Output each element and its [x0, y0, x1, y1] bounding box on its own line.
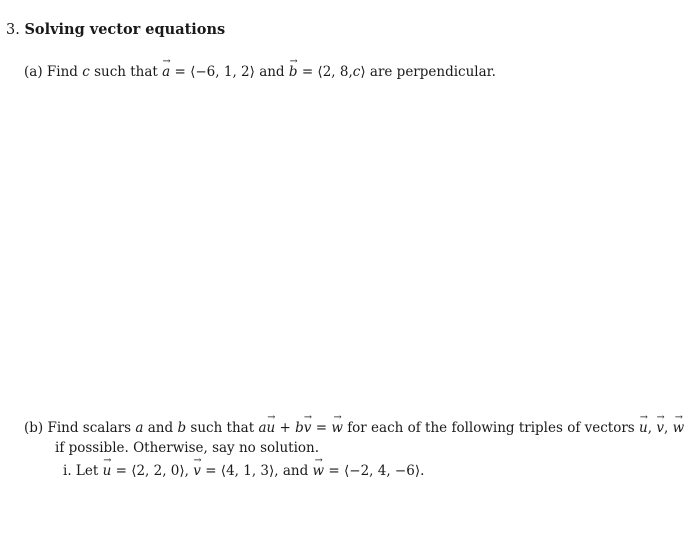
part-b-such-that: such that: [190, 420, 255, 436]
part-a-label: (a): [24, 64, 43, 80]
vector-b-value: = ⟨2, 8,: [301, 64, 353, 80]
part-b-text-line1: [24, 420, 684, 436]
vector-v-value: = ⟨4, 1, 3⟩, and: [205, 463, 309, 479]
eq-plus: +: [279, 420, 291, 436]
part-b-label: (b): [24, 420, 44, 436]
scalar-b: b: [177, 420, 187, 436]
part-a-such-that: such that: [94, 64, 158, 80]
vector-u-value: = ⟨2, 2, 0⟩,: [115, 463, 189, 479]
eq-vector-v: → v: [304, 420, 312, 436]
part-a-text: [24, 64, 496, 80]
part-b-and: and: [147, 420, 174, 436]
eq-scalar-b: b: [295, 420, 304, 436]
part-a-tail: are perpendicular.: [369, 64, 496, 80]
scalar-a: a: [135, 420, 144, 436]
vector-a-value: = ⟨−6, 1, 2⟩: [174, 64, 255, 80]
part-b-find: Find scalars: [47, 420, 132, 436]
part-b-i-text: [63, 463, 424, 479]
list-vector-v: → v: [656, 420, 664, 436]
part-a-find: Find: [46, 64, 78, 80]
vector-v: → v: [193, 463, 201, 479]
list-comma-1: ,: [647, 420, 653, 436]
part-a-and: and: [259, 64, 285, 80]
eq-vector-w: → w: [331, 420, 343, 436]
part-b-i-label: i.: [63, 463, 72, 479]
part-b-triples-text: for each of the following triples of vectors: [347, 420, 635, 436]
vector-a: → a: [162, 64, 170, 80]
eq-vector-u: → u: [267, 420, 276, 436]
part-b-i-let: Let: [75, 463, 99, 479]
list-vector-u: → u: [639, 420, 648, 436]
eq-equals: =: [315, 420, 328, 436]
vector-b-close: ⟩: [360, 64, 366, 80]
list-vector-w: → w: [673, 420, 684, 436]
problem-title: Solving vector equations: [24, 21, 226, 38]
problem-number: 3.: [6, 22, 20, 38]
vector-w: → w: [313, 463, 325, 479]
vector-w-value: = ⟨−2, 4, −6⟩.: [328, 463, 425, 479]
problem-heading: [6, 21, 225, 38]
part-b-text-line2: if possible. Otherwise, say no solution.: [55, 440, 320, 456]
list-comma-2: ,: [663, 420, 669, 436]
vector-b: → b: [289, 64, 298, 80]
var-c-component: c: [352, 64, 361, 80]
eq-scalar-a: a: [258, 420, 267, 436]
var-c: c: [82, 64, 90, 80]
vector-u: → u: [103, 463, 112, 479]
